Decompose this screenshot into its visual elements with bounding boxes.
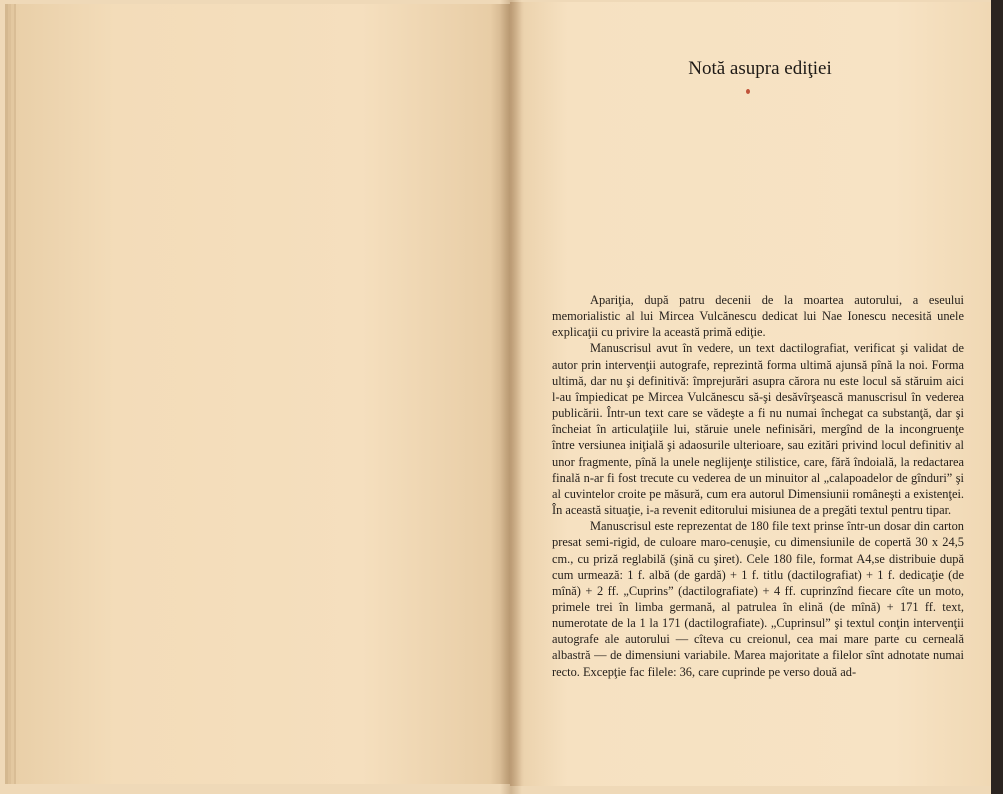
body-text [552,292,964,680]
page-title: Notă asupra ediţiei [688,58,832,79]
page-edge-shadow [991,0,1003,794]
paragraph-2: Manuscrisul avut în vedere, un text dactilografiat, verificat şi validat de autor prin intervenţii autografe, reprezintă forma ultimă ajunsă pînă la noi. Forma ultimă, dar nu şi definitivă: împrejurări asupra cărora nu este locul să stăruim aici l-au împiedicat pe Mircea Vulcănescu să-şi desăvîrşească manuscrisul în vederea publicării. Într-un text care se vădeşte a fi nu numai închegat ca substanţă, dar şi încheiat în articulaţiile lui, stăruie unele nefinisări, mergînd de la incongruenţe între versiunea iniţială şi adaosurile ulterioare, sau ezitări privind locul definitiv al unor fragmente, pînă la unele neglijenţe stilistice, care, fără îndoială, la redactarea finală n-ar fi fost trecute cu vederea de un minuitor al „calapoadelor de gînduri” şi al cuvintelor croite pe măsură, cum era autorul Dimensiunii româneşti a existenţei. În această situaţie, i-a revenit editorului misiunea de a pregăti textul pentru tipar. [552,341,964,518]
left-page-blank [14,4,510,784]
paragraph-3: Manuscrisul este reprezentat de 180 file text prinse într-un dosar din carton presat semi-rigid, de culoare maro-cenuşie, cu dimensiunile de copertă 30 x 24,5 cm., cu priză reglabilă (şină cu şiret). Cele 180 file, format A4,se distribuie după cum urmează: 1 f. albă (de gardă) + 1 f. titlu (dactilografiat) + 1 f. dedicaţie (de mînă) + 2 ff. „Cuprins” (dactilografiate) + 4 ff. cuprinzînd fiecare cîte un moto, primele trei în limba germană, al patrulea în elină (de mînă) + 171 ff. text, numerotate de la 1 la 171 (dactilografiate). „Cuprinsul” şi textul conţin intervenţii autografe ale autorului — cîteva cu creionul, cea mai mare parte cu cerneală albastră — de dimensiuni variabile. Marea majoritate a filelor sînt adnotate numai recto. Excepţie fac filele: 36, care cuprinde pe verso două ad- [552,519,964,679]
ink-speck [746,89,750,94]
paragraph-1: Apariţia, după patru decenii de la moartea autorului, a eseului memorialistic al lui Mircea Vulcănescu dedicat lui Nae Ionescu necesită unele explicaţii cu privire la această primă ediţie. [552,293,964,340]
book-gutter [500,0,522,794]
